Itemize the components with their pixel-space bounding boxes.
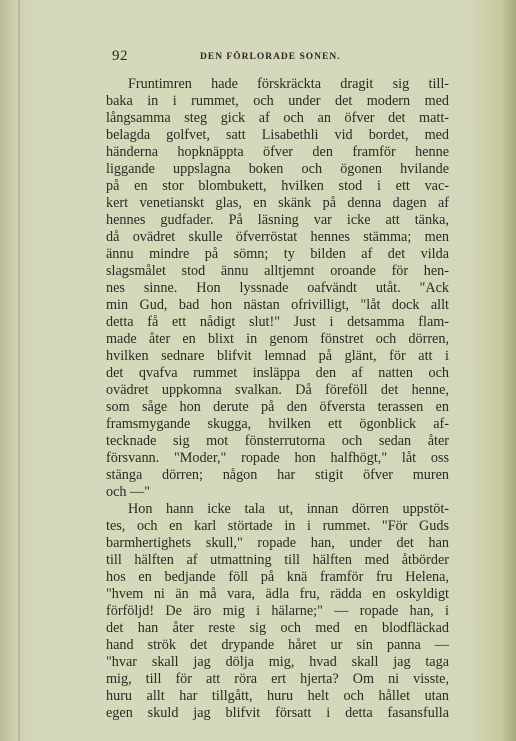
- text-line: made åter en blixt in genom fönstret och dörren,: [106, 331, 449, 347]
- text-line: baka in i rummet, och under det modern med: [106, 93, 449, 109]
- text-line: framsmygande skugga, hvilken ett ögonblick af-: [106, 416, 449, 432]
- text-line: egen skuld jag blifvit försatt i detta fasansfulla: [106, 705, 449, 721]
- text-line: som såge hon derute på den öfversta terassen en: [106, 399, 449, 415]
- text-line: slagsmålet stod ännu alltjemnt oroande för hen-: [106, 263, 449, 279]
- text-line: "hvem ni än må vara, ädla fru, rädda en oskyldigt: [106, 586, 449, 602]
- page-number: 92: [112, 48, 128, 64]
- text-line: långsamma steg gick af och an öfver det matt-: [106, 110, 449, 126]
- text-line: kert venetianskt glas, en skänk på denna dagen af: [106, 195, 449, 211]
- text-line: hennes gudfader. På läsning var icke att tänka,: [106, 212, 449, 228]
- text-line: detta få ett nådigt slut!" Just i detsamma flam-: [106, 314, 449, 330]
- text-line: Fruntimren hade förskräckta dragit sig till-: [128, 76, 449, 92]
- text-line: tecknade sig mot fönsterrutorna och sedan åter: [106, 433, 449, 449]
- text-line: min Gud, bad hon nästan ofrivilligt, "låt dock allt: [106, 297, 449, 313]
- text-line: Hon hann icke tala ut, innan dörren uppstöt-: [128, 501, 449, 517]
- page-header: [80, 48, 455, 68]
- text-line: mig, till för att röra ert hjerta? Om ni visste,: [106, 671, 449, 687]
- text-line: förföljd! De äro mig i hälarne;" — ropade han, i: [106, 603, 449, 619]
- text-line: ovädret uppkomna svalkan. Då föreföll det henne,: [106, 382, 449, 398]
- text-line: det qvafva rummet insläppa den af natten och: [106, 365, 449, 381]
- page-gutter: [18, 0, 20, 741]
- text-line: nes sinne. Hon lyssnade oafvändt utåt. "Ack: [106, 280, 449, 296]
- text-line: liggande uppslagna boken och ögonen hvilande: [106, 161, 449, 177]
- text-line: och —": [106, 484, 151, 500]
- text-line: ännu mindre på sömn; ty bilden af det vilda: [106, 246, 449, 262]
- text-line: försvann. "Moder," ropade hon halfhögt," låt oss: [106, 450, 449, 466]
- text-line: barmhertighets skull," ropade han, under det han: [106, 535, 449, 551]
- text-line: då ovädret skulle öfverröstat hennes stämma; men: [106, 229, 449, 245]
- text-line: tes, och en karl störtade in i rummet. "För Guds: [106, 518, 449, 534]
- text-line: stänga dörren; någon har stigit öfver muren: [106, 467, 449, 483]
- page-edge-shadow: [502, 0, 516, 741]
- text-line: hand strök det drypande håret ur sin panna —: [106, 637, 449, 653]
- text-line: det han åter reste sig och med en blodfläckad: [106, 620, 449, 636]
- text-line: händerna hopknäppta öfver den framför henne: [106, 144, 449, 160]
- text-line: belagda golfvet, satt Lisabethli vid bordet, med: [106, 127, 449, 143]
- text-line: till hälften af utmattning till hälften med åtbörder: [106, 552, 449, 568]
- text-line: hos en bedjande föll på knä framför fru Helena,: [106, 569, 449, 585]
- running-head: DEN FÖRLORADE SONEN.: [200, 52, 341, 62]
- text-line: på en stor blombukett, hvilken stod i ett vac-: [106, 178, 449, 194]
- body-text: [106, 76, 449, 722]
- text-line: "hvar skall jag dölja mig, hvad skall jag taga: [106, 654, 449, 670]
- text-line: hvilken sednare blifvit lemnad på glänt, för att i: [106, 348, 449, 364]
- text-line: huru allt har tillgått, huru helt och hållet utan: [106, 688, 449, 704]
